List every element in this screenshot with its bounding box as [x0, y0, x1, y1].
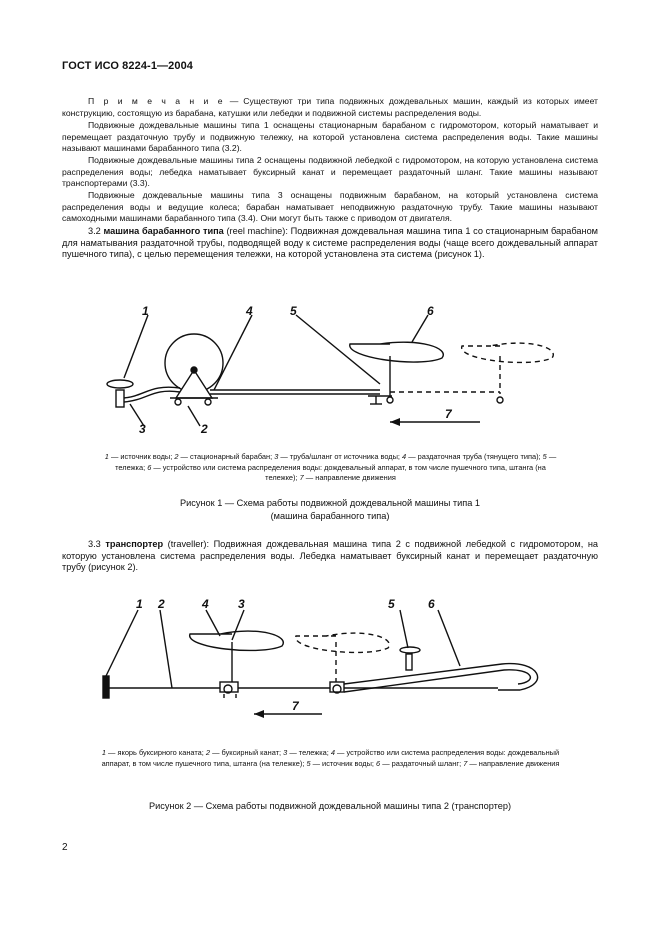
leader-5 — [400, 610, 408, 648]
definition-number: 3.3 — [88, 539, 106, 549]
document-header: ГОСТ ИСО 8224-1—2004 — [62, 60, 194, 72]
drum-frame — [176, 370, 212, 398]
water-source-ring — [107, 380, 133, 388]
tow-anchor — [103, 676, 109, 698]
water-source-ring — [400, 647, 420, 653]
definition-term: транспортер — [105, 539, 164, 549]
figure-1-legend: 1 — источник воды; 2 — стационарный барабан; 3 — труба/шланг от источника воды; 4 — раздаточная труба (тянущего типа); 5 — тележка; 6 — устройство или система распределения воды: дождевальный аппарат, в том числе пушечного типа, штанга (на тележке); 7 — направление движения — [104, 452, 557, 483]
fig2-label-1: 1 — [136, 597, 143, 611]
leader-1 — [106, 610, 138, 676]
leader-4 — [214, 315, 252, 390]
distribution-hose — [344, 664, 538, 690]
figure-2-title: Рисунок 2 — Схема работы подвижной дождевальной машины типа 2 (транспортер) — [148, 801, 512, 811]
definition-english: (reel machine) — [223, 226, 286, 236]
figure-2-legend: 1 — якорь буксирного каната; 2 — буксирный канат; 3 — тележка; 4 — устройство или система распределения воды: дождевальный аппарат, в том числе пушечного типа, штанга (на тележке); 5 — источник воды; 6 — раздаточный шланг; 7 — направление движения — [101, 748, 560, 768]
leader-5 — [296, 315, 380, 384]
leader-4 — [206, 610, 220, 636]
leader-3 — [232, 610, 244, 640]
leader-6 — [438, 610, 460, 666]
definition-english: (traveller) — [163, 539, 207, 549]
leader-1 — [124, 315, 148, 378]
fig1-label-6: 6 — [427, 304, 434, 318]
sprinkler-1 — [350, 342, 444, 362]
definition-3-2 — [62, 226, 598, 261]
note-paragraph — [62, 96, 598, 119]
fig1-label-1: 1 — [142, 304, 149, 318]
definition-3-3 — [62, 539, 598, 574]
figure-1-title: Рисунок 1 — Схема работы подвижной дождевальной машины типа 1 (машина барабанного типа) — [180, 498, 480, 521]
sprinkler-1 — [190, 631, 284, 650]
fig1-label-3: 3 — [139, 422, 146, 436]
fig1-label-4: 4 — [246, 304, 253, 318]
leader-2 — [188, 406, 200, 426]
leader-6 — [412, 315, 428, 342]
fig1-label-7: 7 — [445, 407, 452, 421]
figure-2-diagram — [90, 594, 570, 724]
fig2-label-7: 7 — [292, 699, 299, 713]
fig2-label-5: 5 — [388, 597, 395, 611]
definition-text: : Подвижная дождевальная машина типа 2 с подвижной лебедкой с гидромотором, на которую установлена система распределения воды. Лебедка наматывает буксирный канат и перемещает раздаточную трубу (рисунок 2). — [62, 539, 599, 573]
supply-hose — [124, 387, 180, 398]
fig2-label-3: 3 — [238, 597, 245, 611]
note-type2-paragraph: Подвижные дождевальные машины типа 2 оснащены подвижной лебедкой с гидромотором, на которую установлена система распределения воды; лебедка наматывает буксирный канат и перемещает раздаточный шланг. Такие машины называют транспортерами (3.3). — [62, 155, 598, 189]
trolley — [220, 682, 238, 692]
fig2-label-2: 2 — [158, 597, 165, 611]
fig2-label-6: 6 — [428, 597, 435, 611]
water-source — [406, 654, 412, 670]
definition-number: 3.2 — [88, 226, 104, 236]
fig1-label-2: 2 — [201, 422, 208, 436]
fig1-label-5: 5 — [290, 304, 297, 318]
note-label: П р и м е ч а н и е — [88, 96, 225, 106]
fig2-label-4: 4 — [202, 597, 209, 611]
figure-1-diagram — [90, 298, 570, 438]
sprinkler-next — [462, 343, 554, 362]
note-type1-paragraph: Подвижные дождевальные машины типа 1 оснащены стационарным барабаном с гидромотором, который наматывает и перемещает раздаточную трубу и подвижную тележку, на которой установлена система распределения воды. Такие машины называют машинами барабанного типа (3.2). — [62, 120, 598, 154]
leader-2 — [160, 610, 172, 688]
definition-term: машина барабанного типа — [103, 226, 224, 236]
page-number: 2 — [62, 842, 68, 853]
water-source — [116, 390, 124, 407]
sprinkler-next — [296, 633, 390, 652]
note-text: — Существуют три типа подвижных дождевальных машин, каждый из которых имеет конструкцию, состоящую из барабана, катушки или лебедки и подвижной системы распределения воды. — [62, 96, 598, 118]
definition-text: : Подвижная дождевальная машина типа 1 со стационарным барабаном для наматывания раздаточной трубы, подводящей воду к системе распределения воды (чаще всего дождевальный аппарат пушечного типа), с целью перемещения тележки, на которой установлена эта система (рисунок 1). — [62, 226, 599, 260]
note-type3-paragraph: Подвижные дождевальные машины типа 3 оснащены подвижным барабаном, на который установлена система распределения воды и ведущие колеса; барабан наматывает неподвижную раздаточную трубу. Такие машины называют самоходными машинами барабанного типа (3.4). Они могут быть также с приводом от двигателя. — [62, 190, 598, 224]
